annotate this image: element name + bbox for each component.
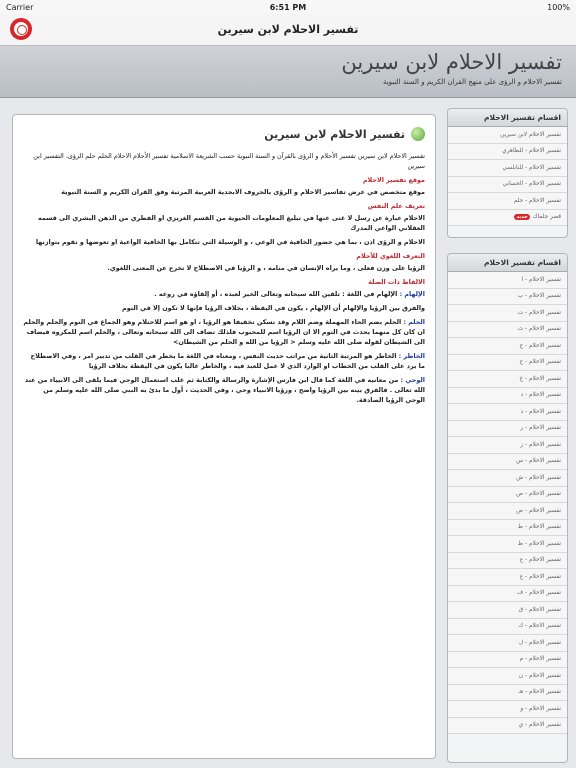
- paragraph: [23, 351, 425, 371]
- term-text: الحلم بضم الحاء المهملة وضم اللام وقد تسكن تخفيفا هو الرؤيا ، او هو اسم للاحتلام وهو الجماع في النوم والحلم والحلم ان كان كل منهما يحدث في النوم الا ان الرؤيا اسم للمحبوب فلذلك تضاف الى الله سبحانه وتعالى ، والحلم اسم للمكروه فيضاف الى الشيطان لقوله صلى الله عليه وسلم < الرؤيا من الله و الحلم من الشيطان>: [23, 318, 425, 346]
- letter-item[interactable]: تفسير الاحلام - ل: [448, 635, 567, 652]
- term-text: الإلهام في اللغة : تلقين الله سبحانه وتعالى الخير لعبده ، أو إلقاؤه في روعه .: [154, 290, 398, 298]
- section-heading: التعرف اللغوي للأحلام: [356, 252, 425, 260]
- nav-title: تفسير الاحلام لابن سيرين: [217, 23, 359, 36]
- letter-item[interactable]: تفسير الاحلام - ف: [448, 586, 567, 603]
- section-heading: موقع تفسير الاحلام: [362, 176, 425, 184]
- term-text: من معانيه في اللغة كما قال ابن فارس الإشارة والرسالة والكتابة ثم غلب استعمال الوحي فيما يلقى الى الانبياء من عند الله تعالى . فالفرق بينه بين الرؤيا واضح ، ورؤيا الانبياء وحي ، وفي الحديث ، أول ما بدئ به النبي صلى الله عليه وسلم من الوحي الرؤيا الصادقة.: [24, 376, 425, 404]
- paragraph: والفرق بين الرؤيا والإلهام أن الإلهام ، يكون في اليقظة ، بخلاف الرؤيا فإنها لا تكون إلا في النوم: [122, 304, 425, 312]
- term-label: الحلم :: [403, 318, 425, 326]
- letter-item[interactable]: تفسير الاحلام - ب: [448, 289, 567, 306]
- letter-item[interactable]: تفسير الاحلام - ظ: [448, 536, 567, 553]
- term-label: الوحي :: [400, 376, 425, 384]
- sidebar-item[interactable]: تفسير الاحلام - للنابلسي: [448, 160, 567, 177]
- letter-item[interactable]: تفسير الاحلام - ص: [448, 487, 567, 504]
- globe-icon: [411, 127, 425, 141]
- term-label: الإلهام :: [399, 290, 425, 298]
- app-logo-icon[interactable]: [10, 18, 32, 40]
- banner-subtitle: تفسير الاحلام و الرؤى على منهج القران الكريم و السنة النبوية: [382, 78, 562, 86]
- sidebar-item[interactable]: تفسير الاحلام - الحساني: [448, 177, 567, 194]
- navigation-bar: [0, 14, 576, 46]
- letters-list: [448, 272, 567, 734]
- letter-item[interactable]: تفسير الاحلام - د: [448, 388, 567, 405]
- paragraph: الاحلام و الرؤى اذن ، بما هي حضور الخافية في الوعي ، و الوسيلة التي تتكامل بها الخافية الواعية او تعوضها و تقوم بتوازنها: [35, 238, 425, 246]
- term-text: الخاطر هو المرتبة الثانية من مراتب حديث النفس ، ومعناه في اللغة ما يخطر في القلب من تدبير امر ، وفي الاصطلاح ما يرد على القلب من الخطاب او الوارد الذي لا عمل للعبد فيه ، والخاطر غالبا يكون في اليقظة بخلاف الرؤيا: [30, 352, 425, 370]
- paragraph: [23, 289, 425, 299]
- carrier-label: Carrier: [6, 2, 34, 12]
- letter-item[interactable]: تفسير الاحلام - ض: [448, 503, 567, 520]
- letter-item[interactable]: تفسير الاحلام - ك: [448, 619, 567, 636]
- letter-item[interactable]: تفسير الاحلام - و: [448, 701, 567, 718]
- status-time: 6:51 PM: [269, 2, 307, 12]
- header-banner: [0, 46, 576, 98]
- letter-item[interactable]: تفسير الاحلام - ش: [448, 470, 567, 487]
- letter-item[interactable]: تفسير الاحلام - ج: [448, 338, 567, 355]
- letter-item[interactable]: تفسير الاحلام - خ: [448, 371, 567, 388]
- panel-header: اقسام تفسير الاحلام: [448, 254, 567, 272]
- paragraph: [23, 317, 425, 347]
- letter-item[interactable]: تفسير الاحلام - س: [448, 454, 567, 471]
- letter-item[interactable]: تفسير الاحلام - ط: [448, 520, 567, 537]
- letter-item[interactable]: تفسير الاحلام - ي: [448, 718, 567, 735]
- letter-item[interactable]: تفسير الاحلام - ق: [448, 602, 567, 619]
- status-bar: [0, 0, 576, 14]
- letter-item[interactable]: تفسير الاحلام - ر: [448, 421, 567, 438]
- letter-item[interactable]: تفسير الاحلام - غ: [448, 569, 567, 586]
- section-heading: الالفاظ ذات الصلة: [368, 278, 425, 286]
- sidebar-item[interactable]: تفسير الاحلام لابن سيرين: [448, 127, 567, 144]
- letter-item[interactable]: تفسير الاحلام - ت: [448, 305, 567, 322]
- letter-item[interactable]: تفسير الاحلام - ث: [448, 322, 567, 339]
- paragraph: موقع متخصص في عرض تفاسير الاحلام و الرؤى بالحروف الابجدية العربية المرتبة وفق القران الكريم و السنة النبوية: [61, 188, 425, 196]
- article-header: [23, 127, 425, 141]
- term-label: الخاطر :: [398, 352, 425, 360]
- letter-item[interactable]: تفسير الاحلام - هـ: [448, 685, 567, 702]
- sections-panel: [447, 108, 568, 238]
- paragraph: الرؤيا على وزن فعلى ، وما يراه الإنسان في منامه ، و الرؤيا في الاصطلاح لا تخرج عن المعنى اللغوي.: [107, 264, 425, 272]
- article-panel: [12, 114, 436, 759]
- letter-item[interactable]: تفسير الاحلام - ع: [448, 553, 567, 570]
- sidebar-item-new[interactable]: [448, 210, 567, 227]
- letter-item[interactable]: تفسير الاحلام - ا: [448, 272, 567, 289]
- sidebar-item[interactable]: تفسير الاحلام - حلم: [448, 193, 567, 210]
- banner-title: تفسير الاحلام لابن سيرين: [341, 50, 562, 74]
- section-heading: تعريف علم النفس: [367, 202, 425, 210]
- sidebar-item[interactable]: تفسير الاحلام - للظاهري: [448, 144, 567, 161]
- letter-item[interactable]: تفسير الاحلام - ذ: [448, 404, 567, 421]
- intro-text: تفسير الاحلام لابن سيرين تفسير الأحلام و الرؤى بالقرآن و السنة النبوية حسب الشريعة الاسلامية تفسير الأحلام الاحلام الحلم حلم الرؤى، التفسير ابن سيرين: [33, 152, 425, 170]
- letter-item[interactable]: تفسير الاحلام - ن: [448, 668, 567, 685]
- panel-header: اقسام تفسير الاحلام: [448, 109, 567, 127]
- sidebar-item-label: قصر جلماك: [532, 214, 561, 221]
- article-title: تفسير الاحلام لابن سيرين: [264, 127, 405, 141]
- paragraph: [23, 375, 425, 405]
- new-badge: جديد: [516, 214, 528, 221]
- letter-item[interactable]: تفسير الاحلام - ز: [448, 437, 567, 454]
- letters-panel: [447, 253, 568, 763]
- paragraph: الاحلام عبارة عن رسل لا غنى عنها في تبليغ المعلومات الحيوية من القسم الغريزي او الفطري من الذهن البشري الى قسمه العقلاني الواعي المدرك: [37, 214, 425, 232]
- letter-item[interactable]: تفسير الاحلام - ح: [448, 355, 567, 372]
- battery-label: 100%: [547, 2, 570, 12]
- letter-item[interactable]: تفسير الاحلام - م: [448, 652, 567, 669]
